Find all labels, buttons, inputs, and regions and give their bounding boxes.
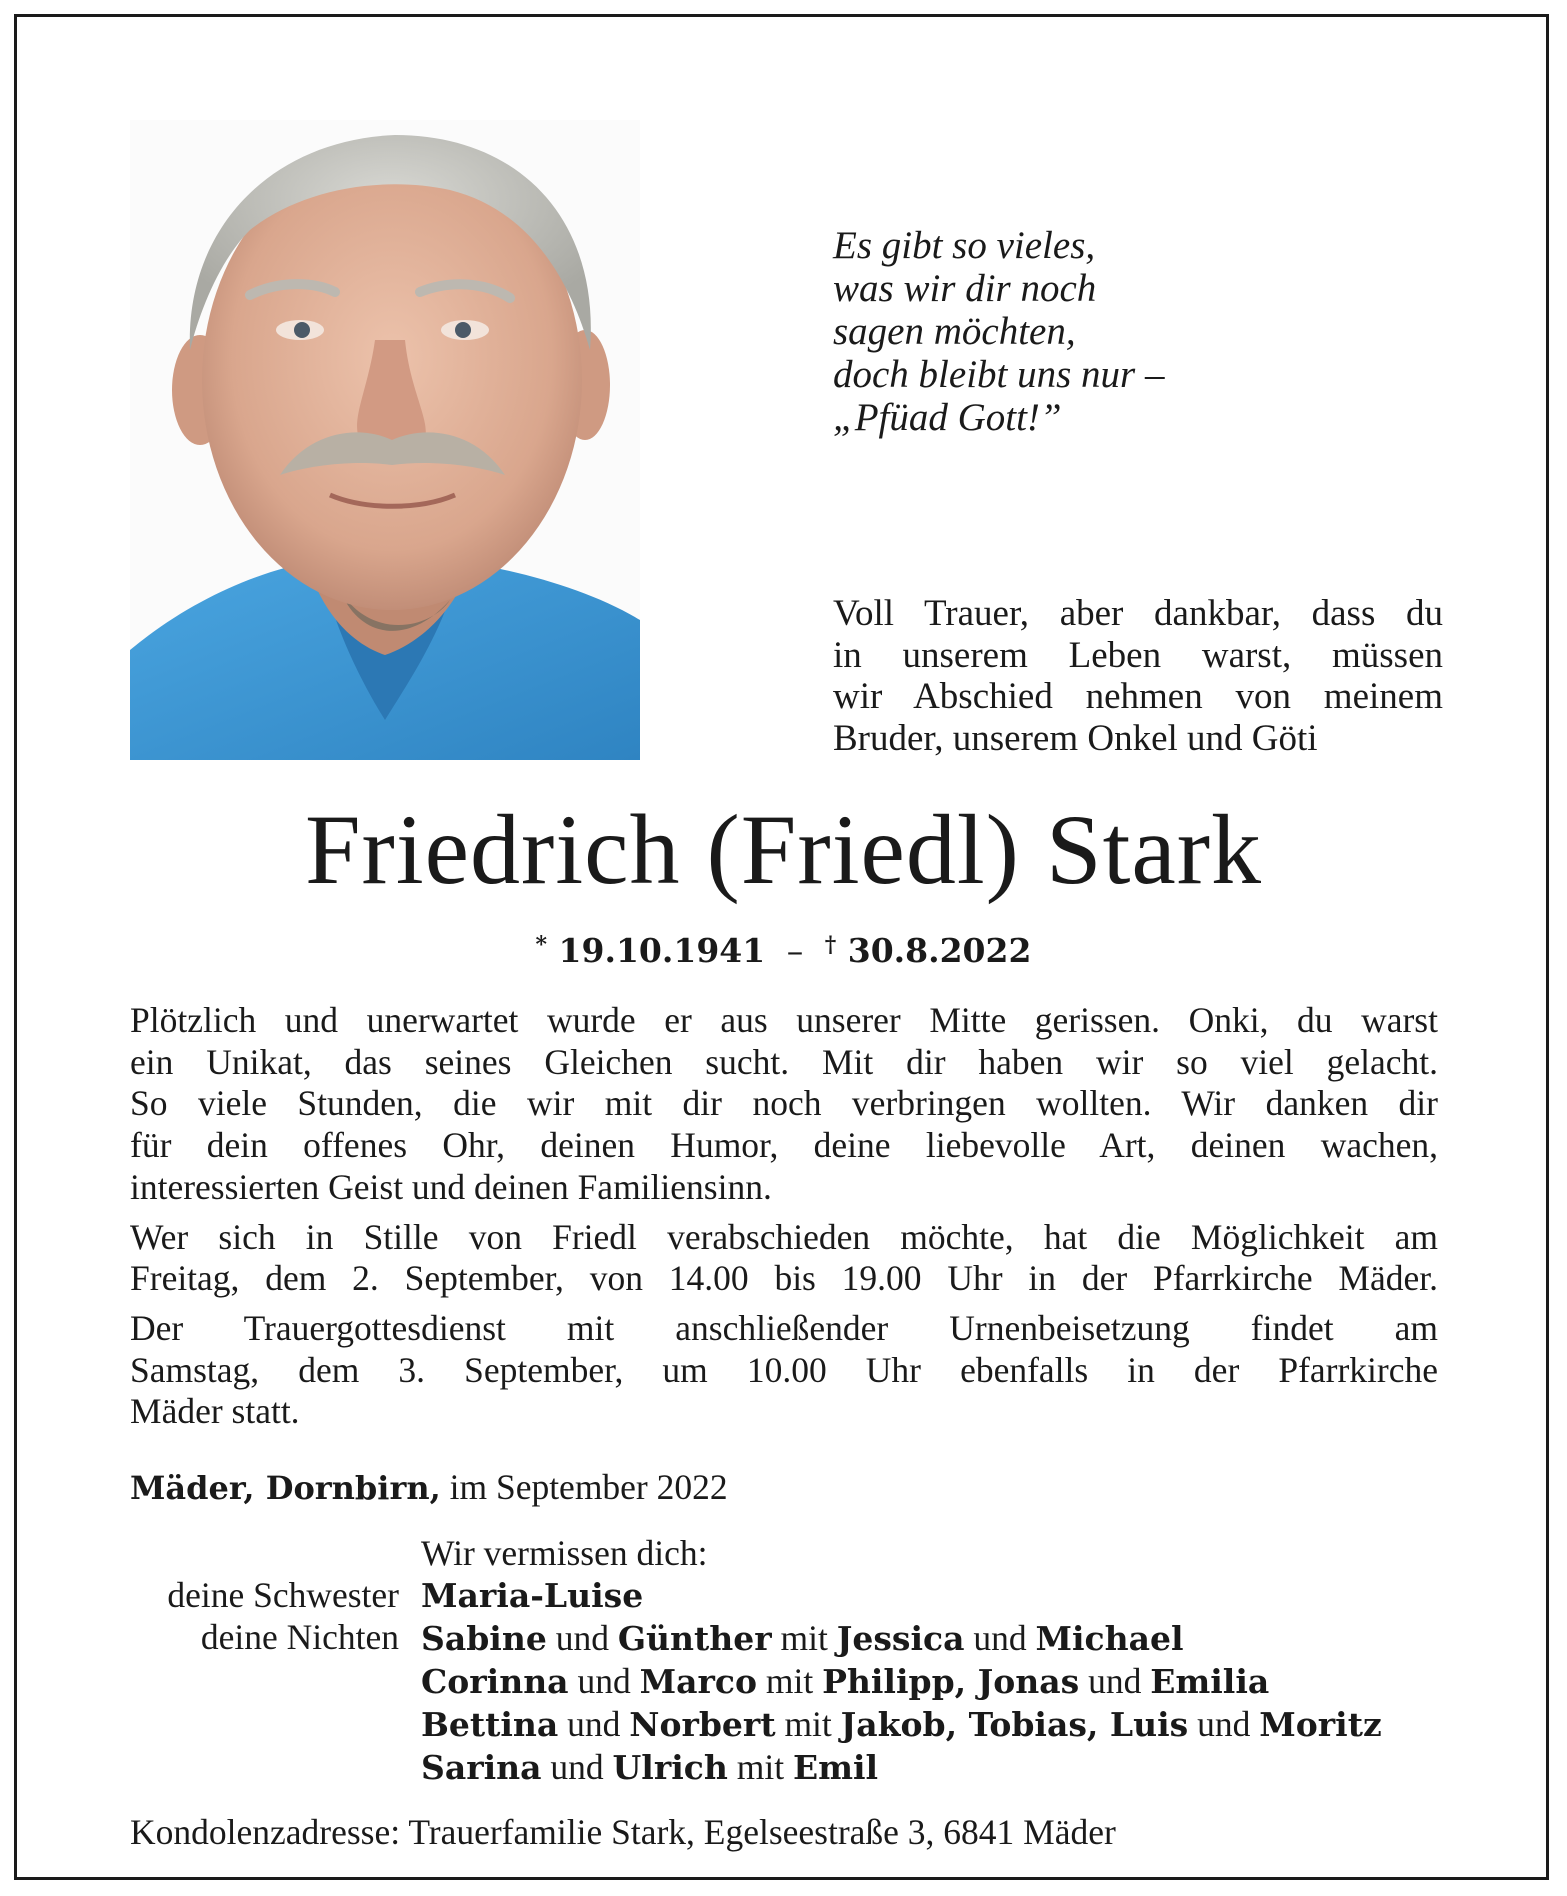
paragraph-line: ein Unikat, das seines Gleichen sucht. Mit dir haben wir so viel gelacht. (130, 1041, 1438, 1082)
intro-line: in unserem Leben warst, müssen (833, 634, 1443, 676)
sister-label: deine Schwester (167, 1575, 399, 1615)
paragraph-line: für dein offenes Ohr, deinen Humor, deine liebevolle Art, deinen wachen, (130, 1125, 1438, 1166)
quote-line: sagen möchten, (833, 310, 1076, 353)
nieces-label: deine Nichten (200, 1617, 399, 1657)
mourner-name: Jessica (836, 1619, 965, 1658)
date-separator: – (786, 931, 804, 970)
intro-text (833, 593, 1443, 759)
quote-line: Es gibt so vieles, (833, 224, 1096, 267)
portrait-illustration (130, 120, 640, 760)
portrait-photo (130, 120, 640, 760)
paragraph-line: Plötzlich und unerwartet wurde er aus unserer Mitte gerissen. Onki, du warst (130, 1000, 1438, 1040)
birth-symbol: * (535, 932, 548, 958)
birth-date: 19.10.1941 (558, 931, 766, 970)
quote-line: was wir dir noch (833, 267, 1097, 310)
conjunction: und (555, 1618, 609, 1658)
mourner-name: Jakob, Tobias, Luis (840, 1705, 1189, 1744)
quote-line: „Pfüad Gott!” (833, 396, 1062, 439)
notice-date: im September 2022 (449, 1467, 728, 1507)
conjunction: mit (780, 1618, 828, 1658)
mourner-row (421, 1703, 1382, 1746)
paragraph-tribute (130, 1000, 1438, 1209)
paragraph-line: Mäder statt. (130, 1391, 300, 1432)
paragraph-service (130, 1308, 1438, 1433)
place: Mäder, Dornbirn, (130, 1469, 441, 1507)
death-date: 30.8.2022 (847, 931, 1032, 970)
mourner-name: Sarina (421, 1748, 542, 1787)
conjunction: und (550, 1747, 604, 1787)
mourner-name: Günther (617, 1619, 772, 1658)
paragraph-line: Samstag, dem 3. September, um 10.00 Uhr ebenfalls in der Pfarrkirche (130, 1349, 1438, 1390)
body-text (130, 1000, 1438, 1441)
mourner-row (421, 1574, 1382, 1617)
mourner-name: Corinna (421, 1662, 569, 1701)
paragraph-line: So viele Stunden, die wir mit dir noch verbringen wollten. Wir danken dir (130, 1083, 1438, 1124)
condolence-address: Kondolenzadresse: Trauerfamilie Stark, Egelseestraße 3, 6841 Mäder (130, 1812, 1116, 1852)
mourner-name: Marco (639, 1662, 757, 1701)
paragraph-line: Wer sich in Stille von Friedl verabschieden möchte, hat die Möglichkeit am (130, 1216, 1438, 1257)
conjunction: und (1088, 1661, 1142, 1701)
mourners-heading: Wir vermissen dich: (421, 1533, 708, 1573)
conjunction: mit (784, 1704, 832, 1744)
paragraph-line: interessierten Geist und deinen Familiensinn. (130, 1166, 772, 1207)
place-date (130, 1465, 728, 1510)
conjunction: und (973, 1618, 1027, 1658)
mourner-row (421, 1617, 1382, 1660)
mourner-row (421, 1746, 1382, 1789)
intro-line: Voll Trauer, aber dankbar, dass du (833, 593, 1443, 634)
mourner-row (421, 1660, 1382, 1703)
paragraph-line: Der Trauergottesdienst mit anschließender Urnenbeisetzung findet am (130, 1307, 1438, 1348)
deceased-name: Friedrich (Friedl) Stark (304, 794, 1263, 905)
life-dates (0, 923, 1567, 973)
mourner-name: Sabine (421, 1619, 547, 1658)
intro-line: wir Abschied nehmen von meinem (833, 676, 1443, 717)
conjunction: und (577, 1661, 631, 1701)
mourner-name: Emil (792, 1748, 879, 1787)
mourner-name: Moritz (1259, 1705, 1382, 1744)
intro-line: Bruder, unserem Onkel und Göti (833, 717, 1318, 759)
mourner-name: Norbert (629, 1705, 776, 1744)
paragraph-farewell (130, 1217, 1438, 1300)
mourner-name: Michael (1035, 1619, 1184, 1658)
mourners-list (421, 1574, 1382, 1789)
mourner-name: Maria-Luise (421, 1576, 644, 1615)
quote-line: doch bleibt uns nur – (833, 353, 1165, 396)
mourner-name: Bettina (421, 1705, 559, 1744)
conjunction: und (1197, 1704, 1251, 1744)
quote-block (833, 224, 1164, 439)
death-symbol: † (824, 932, 837, 958)
conjunction: mit (765, 1661, 814, 1701)
mourner-name: Ulrich (612, 1748, 728, 1787)
conjunction: mit (736, 1747, 785, 1787)
mourner-name: Philipp, Jonas (822, 1662, 1080, 1701)
conjunction: und (567, 1704, 621, 1744)
paragraph-line: Freitag, dem 2. September, von 14.00 bis 19.00 Uhr in der Pfarrkirche Mäder. (130, 1258, 1438, 1299)
mourner-name: Emilia (1150, 1662, 1270, 1701)
